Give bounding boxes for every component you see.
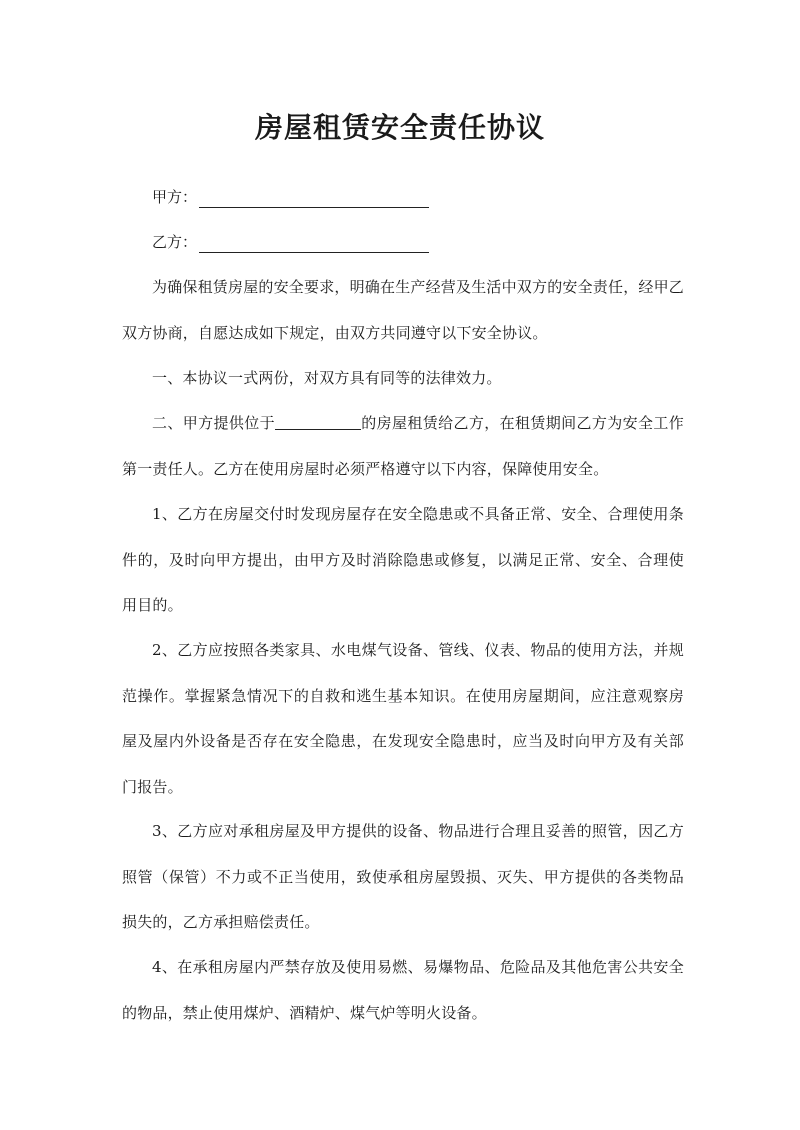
- clause-2-text-after: 的房屋租赁给乙方，在租赁期间乙方为安全工作第一责任人。乙方在使用房屋时必须严格遵守以下内容，保障使用安全。: [122, 414, 685, 478]
- location-blank: [275, 412, 361, 430]
- item-4-paragraph: 4、在承租房屋内严禁存放及使用易燃、易爆物品、危险品及其他危害公共安全的物品，禁止使用煤炉、酒精炉、煤气炉等明火设备。: [122, 958, 684, 1022]
- party-b-label: 乙方：: [152, 233, 198, 251]
- intro-paragraph: 为确保租赁房屋的安全要求，明确在生产经营及生活中双方的安全责任，经甲乙双方协商，自愿达成如下规定，由双方共同遵守以下安全协议。: [122, 278, 685, 342]
- document-title: 房屋租赁安全责任协议: [254, 111, 545, 144]
- party-b-blank: [199, 235, 429, 253]
- clause-1-paragraph: 一、本协议一式两份，对双方具有同等的法律效力。: [152, 369, 502, 387]
- party-b-line: [152, 231, 429, 253]
- party-a-blank: [199, 190, 429, 208]
- clause-2-paragraph: [122, 401, 684, 492]
- item-2-paragraph: 2、乙方应按照各类家具、水电煤气设备、管线、仪表、物品的使用方法，并规范操作。掌握紧急情况下的自救和逃生基本知识。在使用房屋期间，应注意观察房屋及屋内外设备是否存在安全隐患，在发现安全隐患时，应当及时向甲方及有关部门报告。: [122, 641, 684, 796]
- item-3-paragraph: 3、乙方应对承租房屋及甲方提供的设备、物品进行合理且妥善的照管，因乙方照管（保管）不力或不正当使用，致使承租房屋毁损、灭失、甲方提供的各类物品损失的，乙方承担赔偿责任。: [122, 822, 684, 931]
- party-a-label: 甲方：: [152, 188, 198, 206]
- item-1-paragraph: 1、乙方在房屋交付时发现房屋存在安全隐患或不具备正常、安全、合理使用条件的，及时向甲方提出，由甲方及时消除隐患或修复，以满足正常、安全、合理使用目的。: [122, 505, 684, 614]
- clause-2-text-before: 二、甲方提供位于: [152, 414, 276, 432]
- party-a-line: [152, 186, 429, 208]
